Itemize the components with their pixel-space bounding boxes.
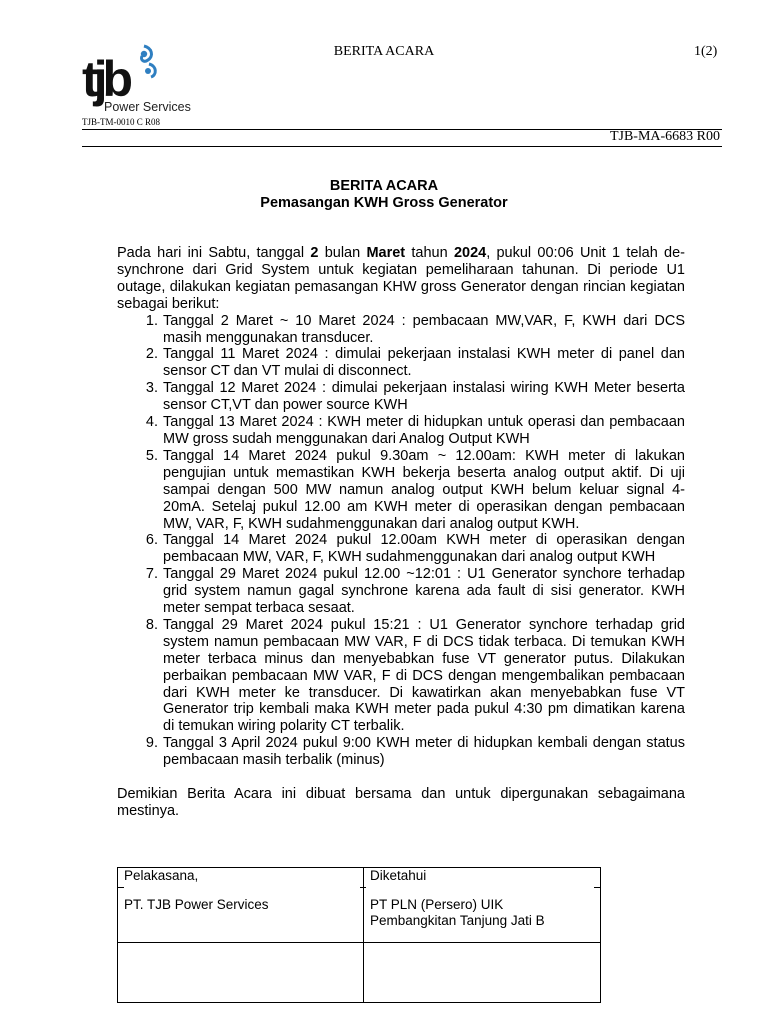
table-tick xyxy=(360,887,366,888)
table-tick xyxy=(118,887,124,888)
header-divider-bottom xyxy=(82,146,722,147)
list-item: 1. Tanggal 2 Maret ~ 10 Maret 2024 : pembacaan MW,VAR, F, KWH dari DCS masih menggunakan transducer. xyxy=(162,313,685,347)
list-item: 2. Tanggal 11 Maret 2024 : dimulai pekerjaan instalasi KWH meter di panel dan sensor CT dan VT mulai di disconnect. xyxy=(162,346,685,380)
intro-month: Maret xyxy=(366,245,406,261)
intro-day: 2 xyxy=(310,245,319,261)
list-item: 9. Tanggal 3 April 2024 pukul 9:00 KWH meter di hidupkan kembali dengan status pembacaan masih terbalik (minus) xyxy=(162,735,685,769)
signature-right-company-line2: Pembangkitan Tanjung Jati B xyxy=(370,913,545,928)
page-number: 1(2) xyxy=(694,44,718,59)
table-divider-vertical xyxy=(363,868,364,1002)
intro-text-3: tahun xyxy=(405,245,454,261)
list-item: 7. Tanggal 29 Maret 2024 pukul 12.00 ~12:01 : U1 Generator synchore terhadap grid system namun gagal synchrone karena ada fault di sisi generator. KWH meter sempat terbaca sesaat. xyxy=(162,566,685,617)
table-tick xyxy=(360,942,366,943)
logo-subtitle: Power Services xyxy=(104,100,191,114)
intro-text-2: bulan xyxy=(318,245,367,261)
list-item: 3. Tanggal 12 Maret 2024 : dimulai pekerjaan instalasi wiring KWH Meter beserta sensor CT,VT dan power source KWH xyxy=(162,380,685,414)
intro-text-1: Pada hari ini Sabtu, tanggal xyxy=(117,245,311,261)
closing-paragraph: Demikian Berita Acara ini dibuat bersama dan untuk dipergunakan sebagaimana mestinya. xyxy=(117,786,685,819)
logo-wordmark: tjb xyxy=(82,51,129,107)
signature-table xyxy=(117,867,601,1003)
signature-left-company: PT. TJB Power Services xyxy=(124,897,269,912)
document-title: BERITA ACARA xyxy=(329,178,439,194)
intro-paragraph xyxy=(117,245,685,313)
table-tick xyxy=(118,942,124,943)
list-item: 4. Tanggal 13 Maret 2024 : KWH meter di hidupkan untuk operasi dan pembacaan MW gross sudah menggunakan dari Analog Output KWH xyxy=(162,414,685,448)
document-body xyxy=(117,245,685,820)
document-subtitle: Pemasangan KWH Gross Generator xyxy=(260,195,508,211)
header-title: BERITA ACARA xyxy=(333,44,435,59)
list-item: 5. Tanggal 14 Maret 2024 pukul 9.30am ~ 12.00am: KWH meter di lakukan pengujian untuk memastikan KWH bekerja beserta analog output aktif. Di uji sampai dengan 500 MW namun analog output KWH belum keluar signal 4-20mA. Setelaj pukul 12.00 am KWH meter di operasikan dengan pembacaan MW, VAR, F, KWH sudahmenggunakan dari analog output KWH. xyxy=(162,448,685,533)
signature-left-label: Pelakasana, xyxy=(124,868,199,883)
table-tick xyxy=(594,887,600,888)
document-number: TJB-MA-6683 R00 xyxy=(609,129,720,144)
signature-right-company-line1: PT PLN (Persero) UIK xyxy=(370,897,504,912)
table-tick xyxy=(594,942,600,943)
form-code: TJB-TM-0010 C R08 xyxy=(82,117,161,127)
intro-year: 2024 xyxy=(453,245,487,261)
intro-text-4: , pukul 00:06 Unit 1 telah de-synchrone dari Grid System untuk kegiatan pemeliharaan tahunan. Di periode U1 outage, dilakukan kegiatan pemasangan KHW gross Generator dengan rincian kegiatan sebagai berikut: xyxy=(117,245,685,312)
table-divider-horizontal xyxy=(118,942,600,943)
signature-right-label: Diketahui xyxy=(370,868,427,883)
activity-list xyxy=(117,313,685,769)
list-item: 8. Tanggal 29 Maret 2024 pukul 15:21 : U1 Generator synchore terhadap grid system namun pembacaan MW VAR, F di DCS tidak terbaca. Di temukan KWH meter terbaca minus dan menyebabkan fuse VT generator putus. Dilakukan perbaikan pembacaan MW VAR, F di DCS dengan mengembalikan pembacaan dari KWH meter ke transducer. Di kawatirkan akan menyebabkan fuse VT Generator trip kembali maka KWH meter pada pukul 4:30 pm dimatikan karena di temukan wiring polarity CT terbalik. xyxy=(162,617,685,735)
list-item: 6. Tanggal 14 Maret 2024 pukul 12.00am KWH meter di operasikan dengan pembacaan MW, VAR, F, KWH sudahmenggunakan dari analog output KWH xyxy=(162,532,685,566)
